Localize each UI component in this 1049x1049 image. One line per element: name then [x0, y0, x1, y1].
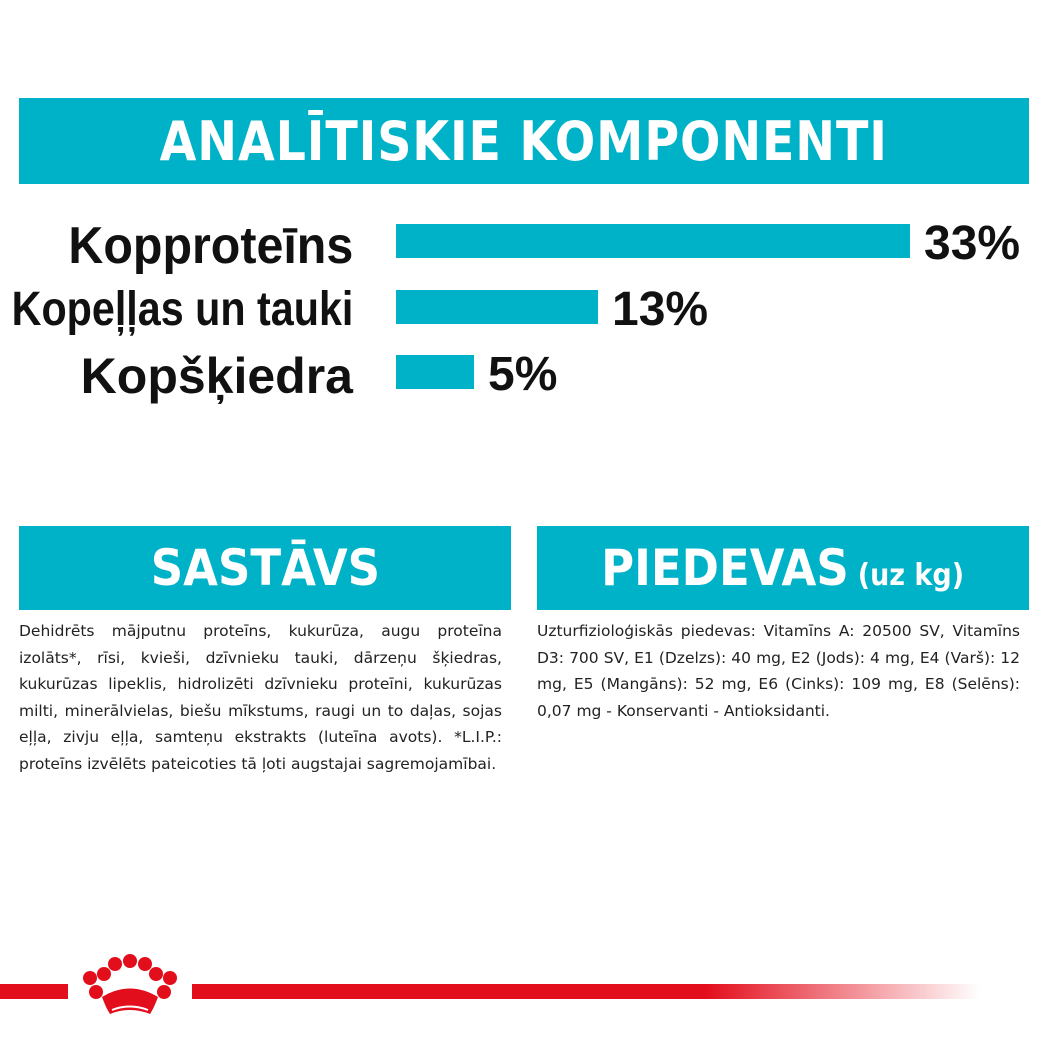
composition-banner — [19, 526, 511, 610]
category-label: Kopeļļas un tauki — [11, 283, 353, 336]
category-label: Kopšķiedra — [80, 348, 353, 404]
value-label: 13% — [612, 283, 709, 336]
page-title: ANALĪTISKIE KOMPONENTI — [159, 109, 889, 173]
category-label: Kopproteīns — [68, 217, 353, 275]
additives-heading-unit: (uz kg) — [858, 557, 965, 593]
additives-text: Uzturfizioloģiskās piedevas: Vitamīns A: 20500 SV, Vitamīns D3: 700 SV, E1 (Dzelzs): 40 mg, E2 (Jods): 4 mg, E4 (Varš): 12 mg, E5 (Mangāns): 52 mg, E6 (Cinks): 109 mg, E8 (Selēns): 0,07 mg - Konservanti - Antioksidanti. — [537, 622, 1020, 720]
value-label: 5% — [488, 348, 558, 401]
title-banner — [19, 98, 1029, 184]
additives-banner — [537, 526, 1029, 610]
composition-text: Dehidrēts mājputnu proteīns, kukurūza, augu proteīna izolāts*, rīsi, kvieši, dzīvnieku tauki, dārzeņu šķiedras, kukurūzas lipeklis, hidrolizēti dzīvnieku proteīni, kukurūzas milti, minerālvielas, biešu mīkstums, raugi un to daļas, sojas eļļa, zivju eļļa, samteņu ekstrakts (luteīna avots). *L.I.P.: proteīns izvēlēts pateicoties tā ļoti augstajai sagremojamībai. — [19, 622, 502, 773]
bar — [396, 290, 598, 324]
royal-canin-crown-icon — [68, 950, 192, 1022]
bar — [396, 224, 910, 258]
bar — [396, 355, 474, 389]
composition-heading: SASTĀVS — [150, 539, 380, 597]
additives-heading: PIEDEVAS — [601, 539, 850, 597]
value-label: 33% — [924, 217, 1021, 270]
